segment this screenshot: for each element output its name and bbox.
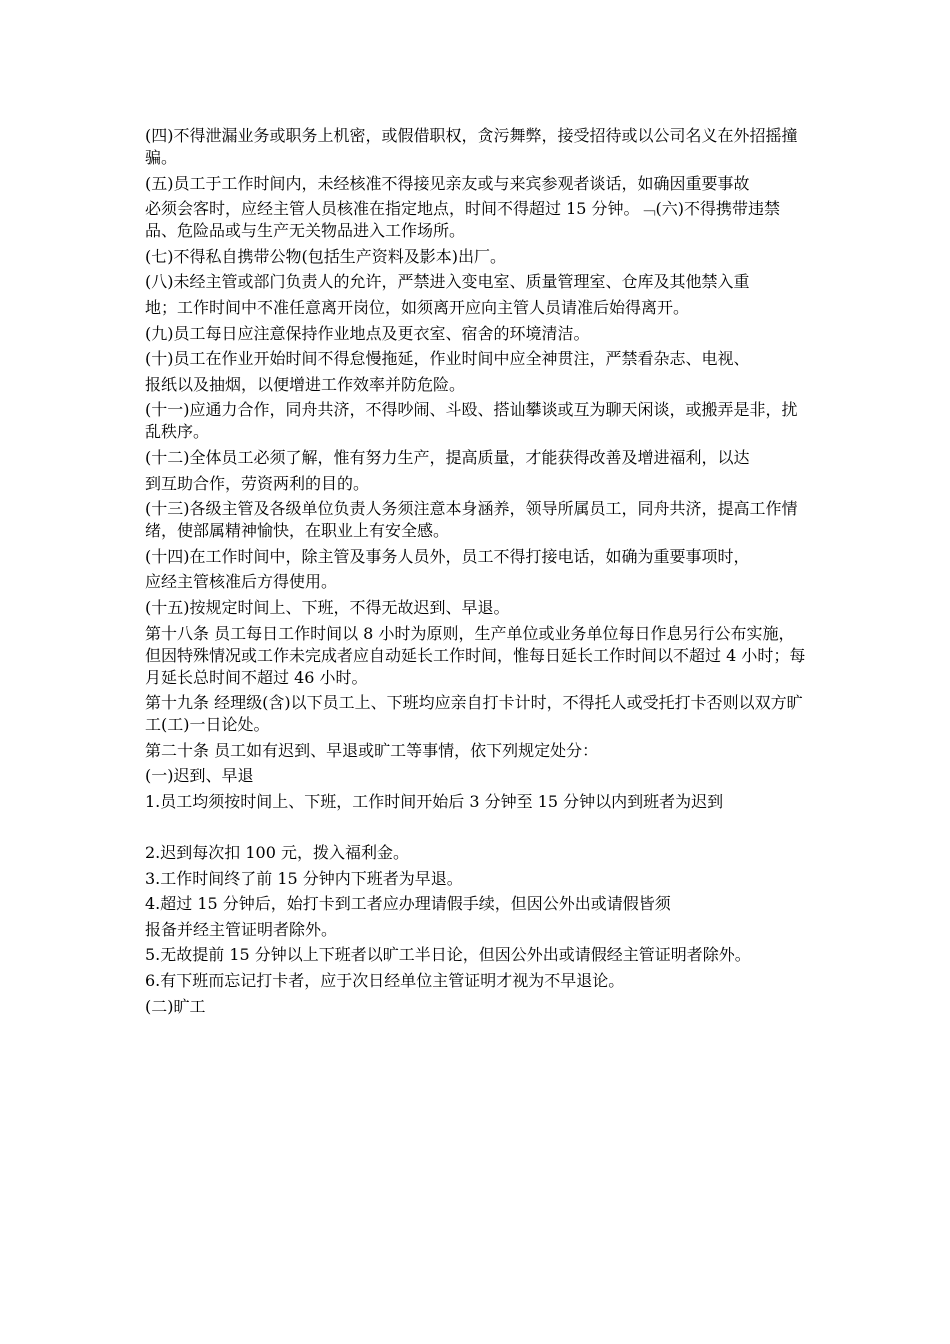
paragraph-rule-13: (十三)各级主管及各级单位负责人务须注意本身涵养，领导所属员工，同舟共济，提高工作情绪，使部属精神愉快，在职业上有安全感。 bbox=[145, 499, 798, 541]
paragraph-rule-14-cont: 应经主管核准后方得使用。 bbox=[145, 572, 338, 592]
paragraph-rule-8-cont: 地；工作时间中不准任意离开岗位，如须离开应向主管人员请准后始得离开。 bbox=[145, 297, 690, 317]
paragraph-item-4-cont: 报备并经主管证明者除外。 bbox=[145, 919, 338, 939]
paragraph-item-4: 4.超过 15 分钟后，始打卡到工者应办理请假手续，但因公外出或请假皆须 bbox=[145, 894, 671, 914]
paragraph-rule-7: (七)不得私自携带公物(包括生产资料及影本)出厂。 bbox=[145, 246, 506, 266]
paragraph-rule-15: (十五)按规定时间上、下班，不得无故迟到、早退。 bbox=[145, 597, 510, 617]
paragraph-article-19: 第十九条 经理级(含)以下员工上、下班均应亲自打卡计时，不得托人或受托打卡否则以双方旷工(工)一日论处。 bbox=[145, 693, 803, 735]
paragraph-section-late-early: (一)迟到、早退 bbox=[145, 766, 254, 786]
paragraph-item-6: 6.有下班而忘记打卡者，应于次日经单位主管证明才视为不早退论。 bbox=[145, 971, 625, 991]
blank-line bbox=[145, 816, 810, 838]
paragraph-item-2: 2.迟到每次扣 100 元，拨入福利金。 bbox=[145, 843, 409, 863]
paragraph-rule-12: (十二)全体员工必须了解，惟有努力生产，提高质量，才能获得改善及增进福利，以达 bbox=[145, 447, 750, 467]
paragraph-rule-10: (十)员工在作业开始时间不得怠慢拖延，作业时间中应全神贯注，严禁看杂志、电视、 bbox=[145, 349, 750, 369]
paragraph-rule-12-cont: 到互助合作，劳资两利的目的。 bbox=[145, 473, 370, 493]
paragraph-section-absence: (二)旷工 bbox=[145, 996, 206, 1016]
paragraph-rule-11: (十一)应通力合作，同舟共济，不得吵闹、斗殴、搭讪攀谈或互为聊天闲谈，或搬弄是非，扰乱秩序。 bbox=[145, 400, 798, 442]
paragraph-rule-9: (九)员工每日应注意保持作业地点及更衣室、宿舍的环境清洁。 bbox=[145, 323, 590, 343]
paragraph-rule-8: (八)未经主管或部门负责人的允许，严禁进入变电室、质量管理室、仓库及其他禁入重 bbox=[145, 272, 750, 292]
paragraph-item-3: 3.工作时间终了前 15 分钟内下班者为早退。 bbox=[145, 868, 463, 888]
paragraph-rule-5-cont-rule-6: 必须会客时，应经主管人员核准在指定地点，时间不得超过 15 分钟。﹁(六)不得携带违禁品、危险品或与生产无关物品进入工作场所。 bbox=[145, 199, 781, 241]
paragraph-item-5: 5.无故提前 15 分钟以上下班者以旷工半日论，但因公外出或请假经主管证明者除外。 bbox=[145, 945, 751, 965]
document-body bbox=[145, 125, 810, 1021]
paragraph-article-20: 第二十条 员工如有迟到、早退或旷工等事情，依下列规定处分： bbox=[145, 740, 599, 760]
paragraph-rule-5: (五)员工于工作时间内，未经核准不得接见亲友或与来宾参观者谈话，如确因重要事故 bbox=[145, 173, 750, 193]
paragraph-article-18: 第十八条 员工每日工作时间以 8 小时为原则，生产单位或业务单位每日作息另行公布实施，但因特殊情况或工作未完成者应自动延长工作时间，惟每日延长工作时间以不超过 4 小时；每月延长总时间不超过 46 小时。 bbox=[145, 623, 806, 687]
paragraph-rule-4: (四)不得泄漏业务或职务上机密，或假借职权，贪污舞弊，接受招待或以公司名义在外招摇撞骗。 bbox=[145, 126, 798, 167]
paragraph-item-1: 1.员工均须按时间上、下班，工作时间开始后 3 分钟至 15 分钟以内到班者为迟到 bbox=[145, 791, 724, 811]
paragraph-rule-10-cont: 报纸以及抽烟，以便增进工作效率并防危险。 bbox=[145, 374, 466, 394]
paragraph-rule-14: (十四)在工作时间中，除主管及事务人员外，员工不得打接电话，如确为重要事项时， bbox=[145, 546, 750, 566]
